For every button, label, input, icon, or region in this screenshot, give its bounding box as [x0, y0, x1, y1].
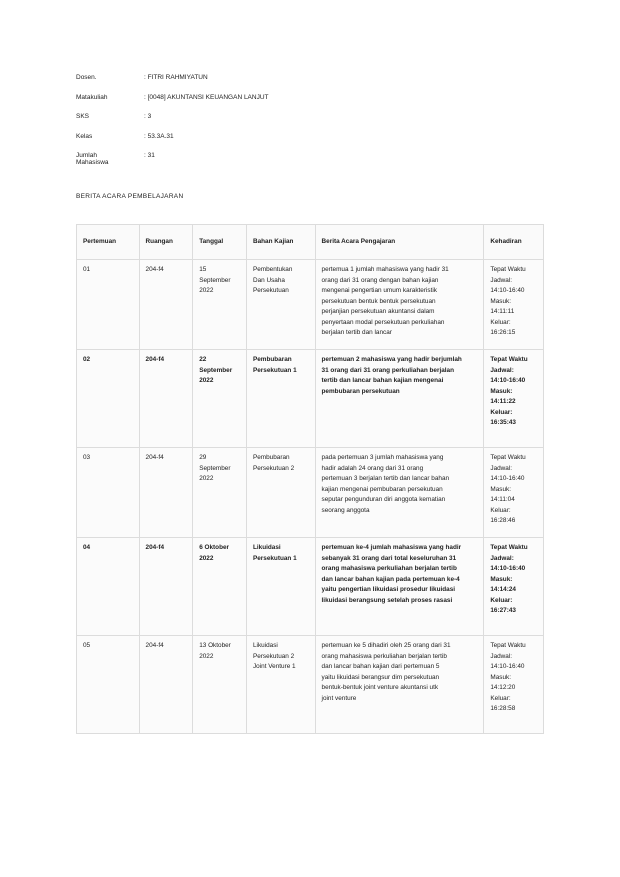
- cell-line: Tepat Waktu: [490, 356, 528, 363]
- berita-acara-cell: [315, 448, 484, 538]
- tanggal-cell: [193, 538, 247, 636]
- table-row: [77, 448, 544, 538]
- bahan-kajian-cell: [246, 350, 315, 448]
- cell-line: Masuk:: [490, 575, 513, 583]
- cell-line: persekutuan bentuk bentuk persekutuan: [321, 297, 436, 305]
- cell-line: Persekutuan: [252, 287, 289, 294]
- cell-line: 13 Oktober: [199, 642, 231, 649]
- cell-line: perjanjian persekutuan akuntansi dalam: [321, 308, 435, 315]
- cell-line: pertemuan 3 berjalan tertib dan lancar bahan: [321, 475, 450, 482]
- info-value: : FITRI RAHMIYATUN: [144, 74, 208, 81]
- table-row: [77, 350, 544, 448]
- cell-line: September: [199, 366, 233, 374]
- cell-line: Jadwal:: [490, 464, 513, 472]
- cell-line: Jadwal:: [490, 366, 514, 374]
- cell-line: kajian mengenai pembubaran persekutuan: [321, 485, 443, 493]
- tanggal-cell: [193, 448, 247, 538]
- cell-line: 16:35:43: [490, 419, 516, 426]
- cell-line: Dan Usaha: [252, 276, 285, 284]
- pertemuan-cell: 03: [77, 448, 140, 538]
- cell-line: Keluar:: [490, 506, 511, 514]
- pertemuan-cell: 01: [77, 260, 140, 350]
- cell-line: dan lancar bahan kajian dari pertemuan 5: [321, 663, 440, 670]
- cell-line: 2022: [199, 287, 214, 294]
- section-title: BERITA ACARA PEMBELAJARAN: [76, 193, 184, 200]
- cell-line: orang mahasiswa perkuliahan berjalan tertib: [321, 565, 457, 572]
- cell-line: 14:10-16:40: [490, 377, 526, 384]
- column-header: Kehadiran: [484, 225, 544, 260]
- berita-acara-cell: [315, 538, 484, 636]
- kehadiran-cell: [484, 350, 544, 448]
- cell-line: Jadwal:: [490, 554, 514, 562]
- ruangan-cell: 204-f4: [139, 260, 193, 350]
- cell-line: orang mahasiswa perkuliahan berjalan tertib: [321, 652, 447, 660]
- cell-line: Tepat Waktu: [490, 266, 526, 273]
- column-header: Bahan Kajian: [246, 225, 315, 260]
- cell-line: Jadwal:: [490, 652, 513, 660]
- pertemuan-cell: 02: [77, 350, 140, 448]
- info-value: : [0048] AKUNTANSI KEUANGAN LANJUT: [144, 93, 269, 101]
- info-value: : 53.3A.31: [144, 132, 174, 140]
- cell-line: 15: [199, 266, 207, 273]
- kehadiran-cell: [484, 636, 544, 734]
- cell-line: Tepat Waktu: [490, 454, 526, 461]
- cell-line: seputar pengunduran diri anggota kematian: [321, 496, 446, 503]
- cell-line: penyertaan modal persekutuan perkuliahan: [321, 318, 445, 326]
- cell-line: bentuk-bentuk joint venture akuntansi utk: [321, 684, 439, 691]
- cell-line: Persekutuan 2: [252, 464, 295, 472]
- cell-line: berjalan tertib dan lancar: [321, 329, 392, 336]
- cell-line: 29: [199, 454, 207, 461]
- cell-line: 2022: [199, 652, 214, 660]
- cell-line: yaitu pengertian likuidasi prosedur likuidasi: [321, 586, 456, 593]
- cell-line: 14:10-16:40: [490, 663, 525, 670]
- cell-line: 2022: [199, 377, 214, 384]
- cell-line: joint venture: [321, 694, 357, 702]
- cell-line: mengenai pengertian umum karakteristik: [321, 287, 437, 294]
- cell-line: hadir adalah 24 orang dari 31 orang: [321, 464, 424, 472]
- cell-line: 14:11:04: [490, 496, 515, 503]
- info-key: Matakuliah: [76, 93, 108, 101]
- cell-line: Masuk:: [490, 485, 511, 493]
- cell-line: Likuidasi: [252, 642, 278, 649]
- cell-line: Masuk:: [490, 673, 511, 681]
- info-value: : 3: [144, 113, 152, 121]
- table-header-row: [77, 225, 544, 260]
- cell-line: Keluar:: [490, 408, 513, 416]
- column-header: Berita Acara Pengajaran: [315, 225, 484, 260]
- attendance-table: [76, 224, 544, 734]
- column-header: Tanggal: [193, 225, 247, 260]
- cell-line: 14:11:22: [490, 398, 516, 405]
- cell-line: Tepat Waktu: [490, 642, 526, 649]
- cell-line: Pembentukan: [252, 266, 293, 273]
- cell-line: 16:27:43: [490, 607, 516, 614]
- tanggal-cell: [193, 260, 247, 350]
- cell-line: 2022: [199, 554, 214, 562]
- cell-line: Keluar:: [490, 694, 511, 702]
- cell-line: 14:10-16:40: [490, 565, 526, 572]
- cell-line: Tepat Waktu: [490, 544, 528, 551]
- bahan-kajian-cell: [246, 260, 315, 350]
- info-key: Dosen.: [76, 74, 97, 81]
- cell-line: dan lancar bahan kajian pada pertemuan ke-4: [321, 575, 460, 583]
- cell-line: 16:28:46: [490, 517, 516, 524]
- berita-acara-cell: [315, 260, 484, 350]
- cell-line: Keluar:: [490, 596, 513, 604]
- tanggal-cell: [193, 350, 247, 448]
- bahan-kajian-cell: [246, 636, 315, 734]
- cell-line: pembubaran persekutuan: [321, 387, 400, 395]
- cell-line: sebanyak 31 orang dari total keseluruhan 31: [321, 554, 457, 562]
- pertemuan-cell: 04: [77, 538, 140, 636]
- cell-line: seorang anggota: [321, 506, 370, 514]
- ruangan-cell: 204-f4: [139, 448, 193, 538]
- cell-line: likuidasi berangsung setelah proses rasasi: [321, 596, 453, 604]
- bahan-kajian-cell: [246, 538, 315, 636]
- cell-line: pertemuan 2 mahasiswa yang hadir berjumlah: [321, 356, 462, 363]
- cell-line: Persekutuan 2: [252, 652, 295, 660]
- cell-line: 14:11:11: [490, 308, 515, 315]
- cell-line: Masuk:: [490, 387, 513, 395]
- table-row: [77, 538, 544, 636]
- cell-line: September: [199, 464, 231, 472]
- bahan-kajian-cell: [246, 448, 315, 538]
- cell-line: Pembubaran: [252, 356, 292, 363]
- pertemuan-cell: 05: [77, 636, 140, 734]
- cell-line: 16:28:58: [490, 705, 516, 712]
- cell-line: Joint Venture 1: [252, 663, 296, 670]
- cell-line: 14:10-16:40: [490, 287, 525, 294]
- cell-line: pada pertemuan 3 jumlah mahasiswa yang: [321, 454, 444, 461]
- ruangan-cell: 204-f4: [139, 350, 193, 448]
- table-row: [77, 260, 544, 350]
- cell-line: September: [199, 276, 231, 284]
- cell-line: 31 orang dari 31 orang perkuliahan berjalan: [321, 366, 455, 374]
- info-key: SKS: [76, 113, 90, 121]
- cell-line: Persekutuan 1: [252, 366, 297, 374]
- table-row: [77, 636, 544, 734]
- cell-line: 2022: [199, 475, 214, 482]
- cell-line: pertemua 1 jumlah mahasiswa yang hadir 31: [321, 266, 449, 273]
- info-key: Jumlah Mahasiswa: [76, 152, 109, 167]
- cell-line: orang dari 31 orang dengan bahan kajian: [321, 276, 439, 284]
- kehadiran-cell: [484, 448, 544, 538]
- cell-line: 16:26:15: [490, 329, 516, 336]
- kehadiran-cell: [484, 260, 544, 350]
- cell-line: Likuidasi: [252, 544, 281, 551]
- cell-line: 14:10-16:40: [490, 475, 525, 482]
- cell-line: 6 Oktober: [199, 544, 230, 551]
- cell-line: 22: [199, 356, 207, 363]
- cell-line: 14:12:20: [490, 684, 516, 691]
- cell-line: Pembubaran: [252, 454, 290, 461]
- tanggal-cell: [193, 636, 247, 734]
- cell-line: Masuk:: [490, 297, 511, 305]
- berita-acara-cell: [315, 350, 484, 448]
- cell-line: 14:14:24: [490, 586, 516, 593]
- cell-line: pertemuan ke-4 jumlah mahasiswa yang hadir: [321, 544, 462, 551]
- info-key: Kelas: [76, 132, 93, 140]
- column-header: Pertemuan: [77, 225, 140, 260]
- cell-line: Keluar:: [490, 318, 511, 326]
- ruangan-cell: 204-f4: [139, 538, 193, 636]
- column-header: Ruangan: [139, 225, 193, 260]
- cell-line: pertemuan ke 5 dihadiri oleh 25 orang dari 31: [321, 642, 451, 649]
- berita-acara-cell: [315, 636, 484, 734]
- ruangan-cell: 204-f4: [139, 636, 193, 734]
- kehadiran-cell: [484, 538, 544, 636]
- cell-line: Persekutuan 1: [252, 554, 297, 562]
- cell-line: Jadwal:: [490, 276, 513, 284]
- info-value: : 31: [144, 152, 155, 160]
- cell-line: yaitu likuidasi berangsur dim persekutuan: [321, 673, 440, 681]
- cell-line: tertib dan lancar bahan kajian mengenai: [321, 377, 444, 384]
